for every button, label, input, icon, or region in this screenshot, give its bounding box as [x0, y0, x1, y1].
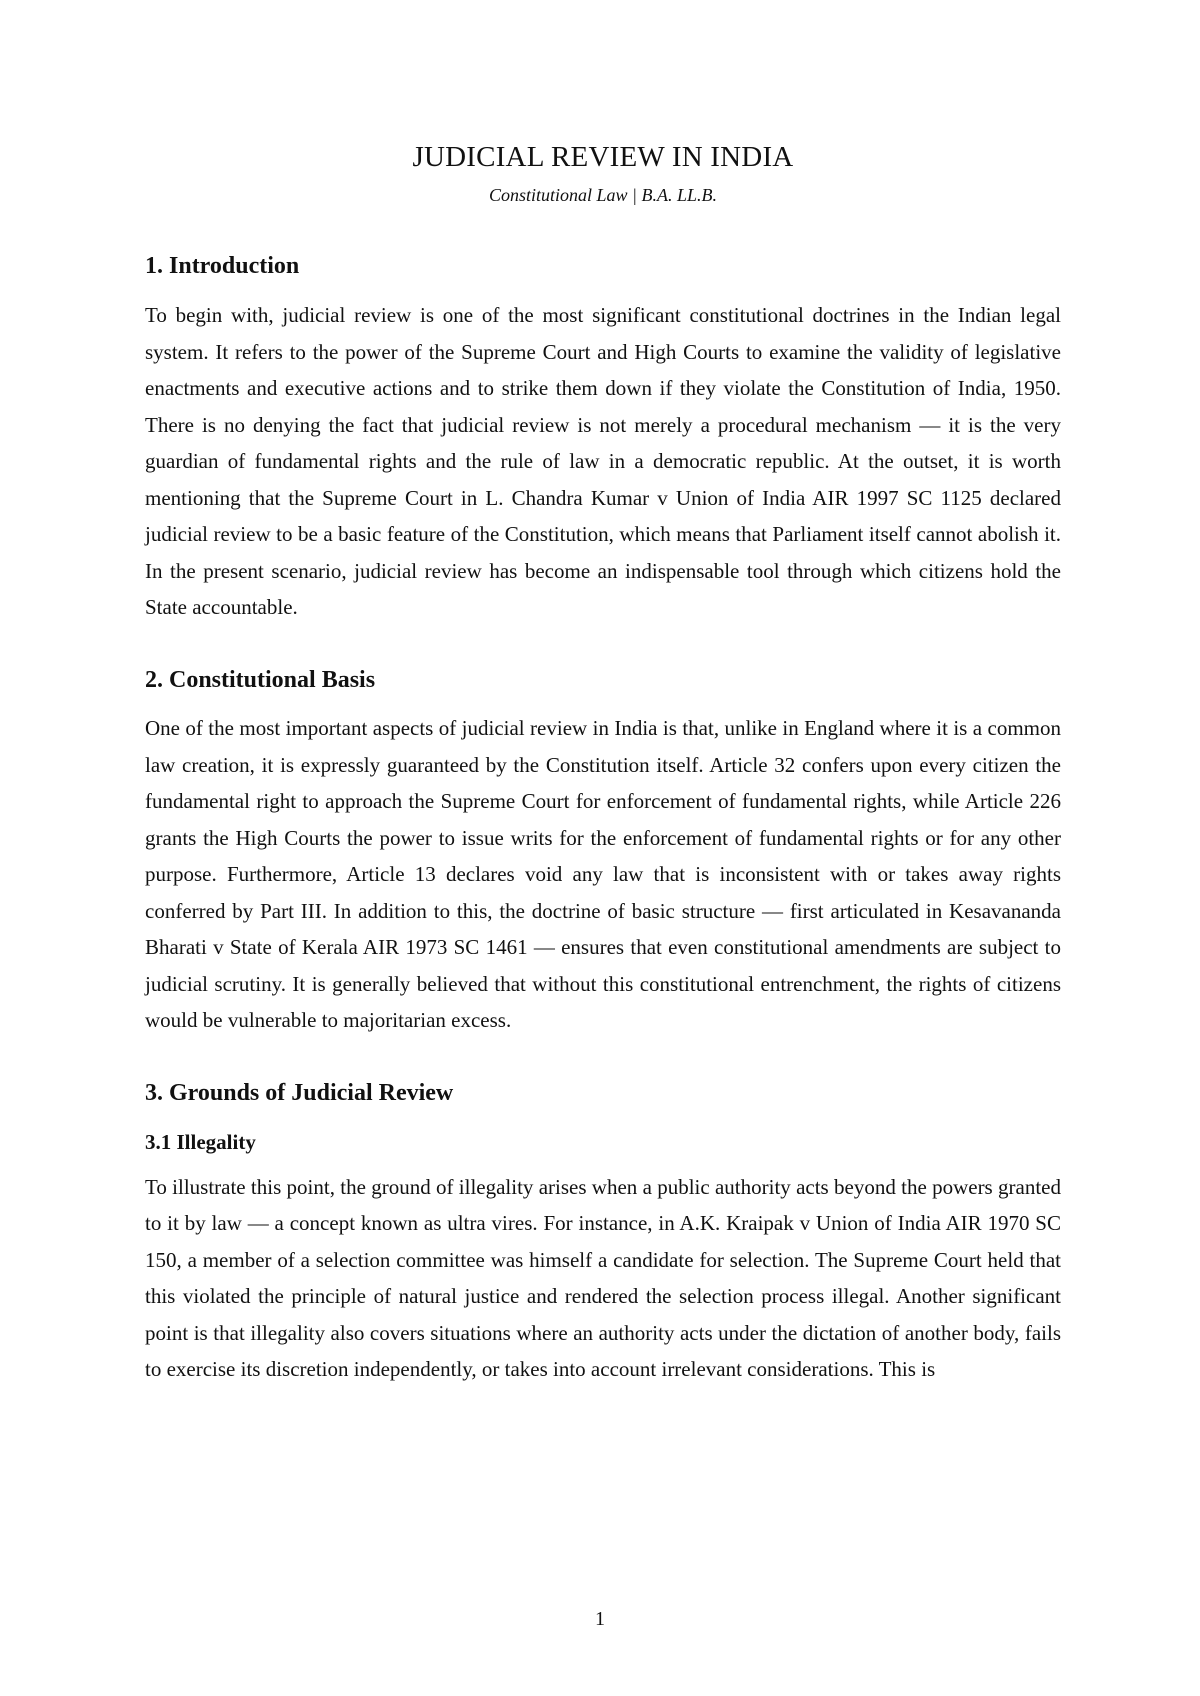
section-heading-grounds-of-judicial-review: 3. Grounds of Judicial Review [145, 1079, 454, 1106]
page-content [145, 140, 1061, 1388]
page-number: 1 [595, 1608, 605, 1630]
illegality-paragraph: To illustrate this point, the ground of illegality arises when a public authority acts beyond the powers granted to it by law — a concept known as ultra vires. For instance, in A.K. Kraipak v Union of India AIR 1970 SC 150, a member of a selection committee was himself a candidate for selection. The Supreme Court held that this violated the principle of natural justice and rendered the selection process illegal. Another significant point is that illegality also covers situations where an authority acts under the dictation of another body, fails to exercise its discretion independently, or takes into account irrelevant considerations. This is [145, 1174, 1061, 1382]
section-heading-introduction: 1. Introduction [145, 253, 300, 280]
document-title: JUDICIAL REVIEW IN INDIA [412, 141, 794, 173]
introduction-paragraph: To begin with, judicial review is one of the most significant constitutional doctrines in the Indian legal system. It refers to the power of the Supreme Court and High Courts to examine the validity of legislative enactments and executive actions and to strike them down if they violate the Constitution of India, 1950. There is no denying the fact that judicial review is not merely a procedural mechanism — it is the very guardian of fundamental rights and the rule of law in a democratic republic. At the outset, it is worth mentioning that the Supreme Court in L. Chandra Kumar v Union of India AIR 1997 SC 1125 declared judicial review to be a basic feature of the Constitution, which means that Parliament itself cannot abolish it. In the present scenario, judicial review has become an indispensable tool through which citizens hold the State accountable. [145, 303, 1061, 620]
subsection-heading-illegality: 3.1 Illegality [145, 1129, 256, 1154]
constitutional-basis-paragraph: One of the most important aspects of judicial review in India is that, unlike in England where it is a common law creation, it is expressly guaranteed by the Constitution itself. Article 32 confers upon every citizen the fundamental right to approach the Supreme Court for enforcement of fundamental rights, while Article 226 grants the High Courts the power to issue writs for the enforcement of fundamental rights or for any other purpose. Furthermore, Article 13 declares void any law that is inconsistent with or takes away rights conferred by Part III. In addition to this, the doctrine of basic structure — first articulated in Kesavananda Bharati v State of Kerala AIR 1973 SC 1461 — ensures that even constitutional amendments are subject to judicial scrutiny. It is generally believed that without this constitutional entrenchment, the rights of citizens would be vulnerable to majoritarian excess. [145, 716, 1061, 1033]
section-heading-constitutional-basis: 2. Constitutional Basis [145, 666, 376, 693]
document-subtitle: Constitutional Law | B.A. LL.B. [489, 184, 717, 205]
